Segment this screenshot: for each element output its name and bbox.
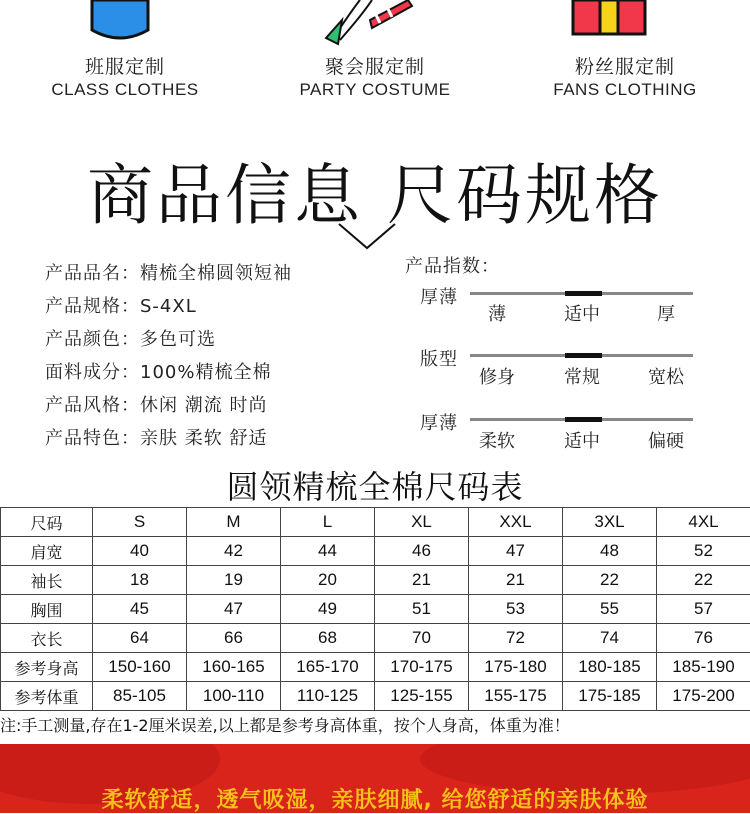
table-cell: 22 [657, 566, 750, 595]
table-cell: 48 [563, 537, 657, 566]
table-cell: 55 [563, 595, 657, 624]
table-cell: 52 [657, 537, 750, 566]
table-cell: 74 [563, 624, 657, 653]
size-table-title: 圆领精梳全棉尺码表 [0, 462, 750, 508]
table-cell: 4XL [657, 508, 750, 537]
table-cell: 70 [375, 624, 469, 653]
index-selected-marker [565, 417, 602, 422]
table-cell: 185-190 [657, 653, 750, 682]
info-style: 产品风格：休闲 潮流 时尚 [45, 391, 267, 417]
table-cell: 42 [187, 537, 281, 566]
row-label-cell: 袖长 [1, 566, 93, 595]
table-cell: 150-160 [93, 653, 187, 682]
table-cell: 47 [469, 537, 563, 566]
category-zh-label: 粉丝服定制 [500, 52, 750, 79]
info-spec: 产品规格：S-4XL [45, 292, 197, 318]
category-party-costume [250, 0, 500, 110]
table-cell: 20 [281, 566, 375, 595]
table-cell: 85-105 [93, 682, 187, 711]
table-cell: 125-155 [375, 682, 469, 711]
index-label: 厚薄 [420, 283, 458, 309]
table-row [1, 537, 750, 566]
category-fans-clothing [500, 0, 750, 110]
table-cell: M [187, 508, 281, 537]
party-popper-icon [312, 0, 422, 46]
table-cell: L [281, 508, 375, 537]
chevron-down-icon [337, 222, 397, 252]
index-selected-marker [565, 291, 602, 296]
table-cell: 175-200 [657, 682, 750, 711]
row-label-cell: 参考体重 [1, 682, 93, 711]
category-en-label: FANS CLOTHING [500, 80, 750, 100]
table-cell: 76 [657, 624, 750, 653]
index-selected-marker [565, 353, 602, 358]
table-cell: 165-170 [281, 653, 375, 682]
table-cell: 3XL [563, 508, 657, 537]
table-cell: 45 [93, 595, 187, 624]
table-row [1, 566, 750, 595]
info-color: 产品颜色：多色可选 [45, 325, 216, 351]
table-cell: 68 [281, 624, 375, 653]
table-cell: 100-110 [187, 682, 281, 711]
index-option: 适中 [552, 300, 612, 326]
row-label-cell: 衣长 [1, 624, 93, 653]
row-label-cell: 参考身高 [1, 653, 93, 682]
index-option: 厚 [636, 300, 696, 326]
table-cell: 170-175 [375, 653, 469, 682]
table-cell: 72 [469, 624, 563, 653]
index-option: 偏硬 [636, 427, 696, 453]
table-cell: XL [375, 508, 469, 537]
table-cell: 160-165 [187, 653, 281, 682]
table-cell: 47 [187, 595, 281, 624]
table-cell: 46 [375, 537, 469, 566]
info-feature: 产品特色：亲肤 柔软 舒适 [45, 424, 267, 450]
table-cell: 155-175 [469, 682, 563, 711]
table-cell: 21 [375, 566, 469, 595]
table-cell: 22 [563, 566, 657, 595]
info-name: 产品品名：精梳全棉圆领短袖 [45, 259, 292, 285]
table-cell: 110-125 [281, 682, 375, 711]
index-title: 产品指数： [405, 252, 500, 278]
tshirt-icon [80, 0, 160, 44]
row-label-cell: 肩宽 [1, 537, 93, 566]
promo-slogan: 柔软舒适，透气吸湿，亲肤细腻, 给您舒适的亲肤体验 [0, 783, 750, 814]
table-cell: 18 [93, 566, 187, 595]
table-cell: 40 [93, 537, 187, 566]
index-option: 常规 [552, 363, 612, 389]
index-option: 薄 [467, 300, 527, 326]
table-row [1, 624, 750, 653]
category-zh-label: 聚会服定制 [250, 52, 500, 79]
index-option: 宽松 [636, 363, 696, 389]
index-label: 厚薄 [420, 409, 458, 435]
info-fabric: 面料成分：100%精梳全棉 [45, 358, 271, 384]
row-label-cell: 胸围 [1, 595, 93, 624]
table-cell: 21 [469, 566, 563, 595]
table-cell: 64 [93, 624, 187, 653]
index-option: 修身 [467, 363, 527, 389]
table-cell: 19 [187, 566, 281, 595]
table-cell: 51 [375, 595, 469, 624]
category-en-label: CLASS CLOTHES [0, 80, 250, 100]
table-header-row [1, 508, 750, 537]
row-label-cell: 尺码 [1, 508, 93, 537]
table-cell: 66 [187, 624, 281, 653]
table-row [1, 595, 750, 624]
table-row [1, 682, 750, 711]
table-cell: 180-185 [563, 653, 657, 682]
category-zh-label: 班服定制 [0, 52, 250, 79]
table-cell: 175-180 [469, 653, 563, 682]
gift-box-icon [570, 0, 650, 40]
size-table [0, 507, 750, 711]
table-cell: S [93, 508, 187, 537]
measurement-note: 注:手工测量,存在1-2厘米误差,以上都是参考身高体重，按个人身高，体重为准！ [0, 713, 750, 736]
table-row [1, 653, 750, 682]
table-cell: 44 [281, 537, 375, 566]
table-cell: 53 [469, 595, 563, 624]
category-en-label: PARTY COSTUME [250, 80, 500, 100]
index-option: 适中 [552, 427, 612, 453]
page-title: 商品信息 尺码规格 [0, 142, 750, 237]
table-cell: XXL [469, 508, 563, 537]
index-label: 版型 [420, 345, 458, 371]
index-option: 柔软 [467, 427, 527, 453]
table-cell: 175-185 [563, 682, 657, 711]
table-cell: 49 [281, 595, 375, 624]
table-cell: 57 [657, 595, 750, 624]
category-class-clothes [0, 0, 250, 110]
